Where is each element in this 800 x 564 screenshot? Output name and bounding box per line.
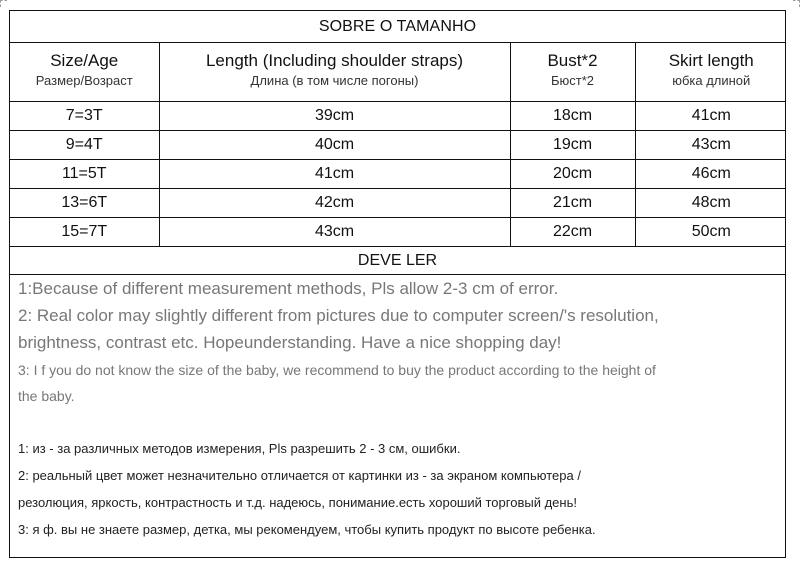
header-length-ru: Длина (в том числе погоны) bbox=[159, 71, 510, 102]
cell-bust: 19cm bbox=[510, 131, 635, 160]
must-read-heading: DEVE LER bbox=[10, 247, 785, 275]
table-row bbox=[10, 160, 786, 189]
size-chart-sheet bbox=[9, 10, 786, 558]
header-bust-ru: Бюст*2 bbox=[510, 71, 635, 102]
notes-russian bbox=[10, 435, 785, 543]
cell-bust: 22cm bbox=[510, 218, 635, 247]
header-size-age: Size/Age bbox=[10, 43, 159, 71]
header-skirt-length: Skirt length bbox=[668, 51, 754, 70]
cell-length: 41cm bbox=[159, 160, 510, 189]
cell-bust: 20cm bbox=[510, 160, 635, 189]
note-en-1: 1:Because of different measurement methods, Pls allow 2-3 cm of error. bbox=[18, 279, 559, 298]
size-table bbox=[10, 43, 786, 247]
cell-bust: 18cm bbox=[510, 102, 635, 131]
cell-size-age: 9=4T bbox=[10, 131, 159, 160]
note-ru-3: 3: я ф. вы не знаете размер, детка, мы рекомендуем, чтобы купить продукт по высоте ребенка. bbox=[18, 522, 596, 537]
cell-length: 40cm bbox=[159, 131, 510, 160]
header-skirt-length-ru: юбка длиной bbox=[635, 71, 786, 102]
cell-skirt-length: 43cm bbox=[635, 131, 786, 160]
corner-marker-left bbox=[0, 0, 7, 7]
note-ru-2a: 2: реальный цвет может незначительно отличается от картинки из - за экраном компьютера / bbox=[18, 468, 581, 483]
header-row-primary bbox=[10, 43, 786, 71]
size-chart-title: SOBRE O TAMANHO bbox=[10, 11, 785, 43]
corner-marker-right bbox=[793, 0, 800, 7]
note-ru-2b: резолюция, яркость, контрастность и т.д. надеюсь, понимание.есть хороший торговый день! bbox=[18, 495, 577, 510]
header-length: Length (Including shoulder straps) bbox=[159, 43, 510, 71]
header-bust: Bust*2 bbox=[510, 43, 635, 71]
cell-length: 42cm bbox=[159, 189, 510, 218]
table-row bbox=[10, 102, 786, 131]
table-row bbox=[10, 189, 786, 218]
table-row bbox=[10, 218, 786, 247]
note-en-3b: the baby. bbox=[18, 388, 75, 404]
cell-size-age: 15=7T bbox=[10, 218, 159, 247]
note-en-2b: brightness, contrast etc. Hopeunderstanding. Have a nice shopping day! bbox=[18, 333, 562, 352]
cell-size-age: 7=3T bbox=[10, 102, 159, 131]
cell-skirt-length: 41cm bbox=[635, 102, 786, 131]
note-ru-1: 1: из - за различных методов измерения, Pls разрешить 2 - 3 см, ошибки. bbox=[18, 441, 461, 456]
cell-skirt-length: 50cm bbox=[635, 218, 786, 247]
note-en-2a: 2: Real color may slightly different from pictures due to computer screen/'s resolution, bbox=[18, 306, 659, 325]
cell-bust: 21cm bbox=[510, 189, 635, 218]
cell-length: 43cm bbox=[159, 218, 510, 247]
table-row bbox=[10, 131, 786, 160]
header-size-age-ru: Размер/Возраст bbox=[10, 71, 159, 102]
cell-skirt-length: 46cm bbox=[635, 160, 786, 189]
cell-skirt-length: 48cm bbox=[635, 189, 786, 218]
header-row-secondary bbox=[10, 71, 786, 102]
cell-size-age: 11=5T bbox=[10, 160, 159, 189]
notes-english bbox=[10, 275, 785, 408]
cell-length: 39cm bbox=[159, 102, 510, 131]
note-en-3a: 3: I f you do not know the size of the baby, we recommend to buy the product according to the height of bbox=[18, 362, 656, 378]
cell-size-age: 13=6T bbox=[10, 189, 159, 218]
